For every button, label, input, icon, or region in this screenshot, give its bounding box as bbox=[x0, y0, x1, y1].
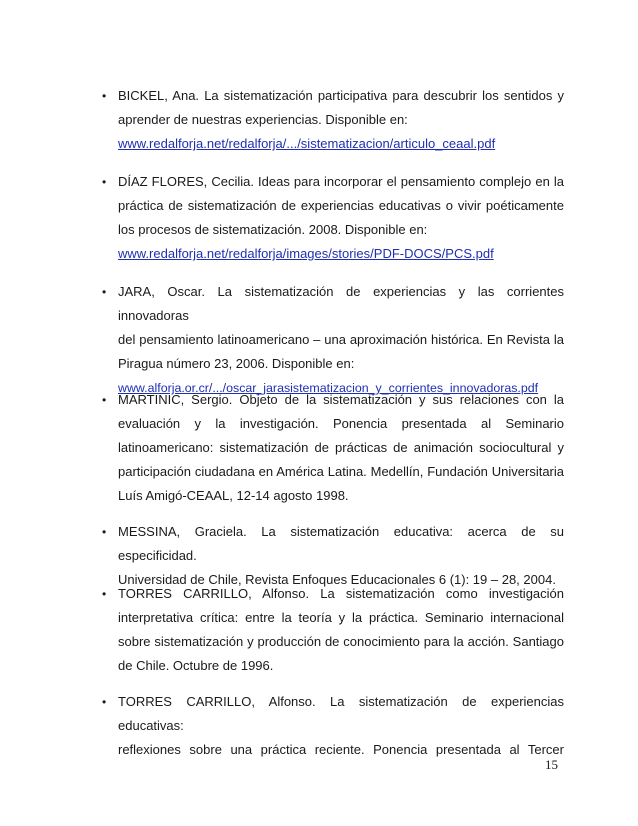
reference-link[interactable]: www.redalforja.net/redalforja/images/stories/PDF-DOCS/PCS.pdf bbox=[118, 246, 494, 261]
reference-line: latinoamericano: sistematización de prácticas de animación sociocultural y bbox=[118, 440, 564, 455]
bullet: • bbox=[102, 89, 107, 103]
bullet: • bbox=[102, 285, 107, 299]
bullet: • bbox=[102, 175, 107, 189]
reference-line: Piragua número 23, 2006. Disponible en: bbox=[118, 356, 355, 371]
reference-link[interactable]: www.alforja.or.cr/.../oscar_jarasistematizacion_y_corrientes_innovadoras.pdf bbox=[118, 381, 539, 395]
reference-line: DÍAZ FLORES, Cecilia. Ideas para incorporar el pensamiento complejo en la bbox=[118, 174, 564, 189]
reference-line: evaluación y la investigación. Ponencia presentada al Seminario bbox=[118, 416, 564, 431]
reference-line: participación ciudadana en América Latina. Medellín, Fundación Universitaria bbox=[118, 464, 564, 479]
reference-item bbox=[102, 170, 564, 266]
reference-line: JARA, Oscar. La sistematización de experiencias y las corrientes innovadoras bbox=[118, 284, 564, 323]
bullet: • bbox=[102, 525, 107, 539]
reference-item bbox=[102, 690, 564, 762]
bullet: • bbox=[102, 587, 107, 601]
reference-line: los procesos de sistematización. 2008. Disponible en: bbox=[118, 222, 428, 237]
reference-line: Universidad de Chile, Revista Enfoques Educacionales 6 (1): 19 – 28, 2004. bbox=[118, 572, 556, 587]
reference-item bbox=[102, 84, 564, 156]
reference-line: de Chile. Octubre de 1996. bbox=[118, 658, 274, 673]
bullet: • bbox=[102, 393, 107, 407]
reference-line: TORRES CARRILLO, Alfonso. La sistematización como investigación bbox=[118, 586, 564, 601]
reference-line: sobre sistematización y producción de conocimiento para la acción. Santiago bbox=[118, 634, 564, 649]
reference-item bbox=[102, 582, 564, 678]
reference-line: Luís Amigó-CEAAL, 12-14 agosto 1998. bbox=[118, 488, 349, 503]
reference-link[interactable]: www.redalforja.net/redalforja/.../sistematizacion/articulo_ceaal.pdf bbox=[118, 136, 496, 151]
reference-line: práctica de sistematización de experiencias educativas o vivir poéticamente bbox=[118, 198, 564, 213]
reference-line: aprender de nuestras experiencias. Disponible en: bbox=[118, 112, 408, 127]
reference-line: del pensamiento latinoamericano – una aproximación histórica. En Revista la bbox=[118, 332, 564, 347]
reference-item bbox=[102, 388, 564, 508]
reference-line: TORRES CARRILLO, Alfonso. La sistematización de experiencias educativas: bbox=[118, 694, 564, 733]
bullet: • bbox=[102, 695, 107, 709]
reference-line: MARTINIC, Sergio. Objeto de la sistematización y sus relaciones con la bbox=[118, 392, 564, 407]
reference-line: interpretativa crítica: entre la teoría y la práctica. Seminario internacional bbox=[118, 610, 564, 625]
reference-item bbox=[102, 280, 564, 400]
reference-line: reflexiones sobre una práctica reciente. Ponencia presentada al Tercer bbox=[118, 742, 564, 757]
page-number: 15 bbox=[545, 757, 558, 772]
reference-line: MESSINA, Graciela. La sistematización educativa: acerca de su especificidad. bbox=[118, 524, 564, 563]
reference-line: BICKEL, Ana. La sistematización participativa para descubrir los sentidos y bbox=[118, 88, 564, 103]
